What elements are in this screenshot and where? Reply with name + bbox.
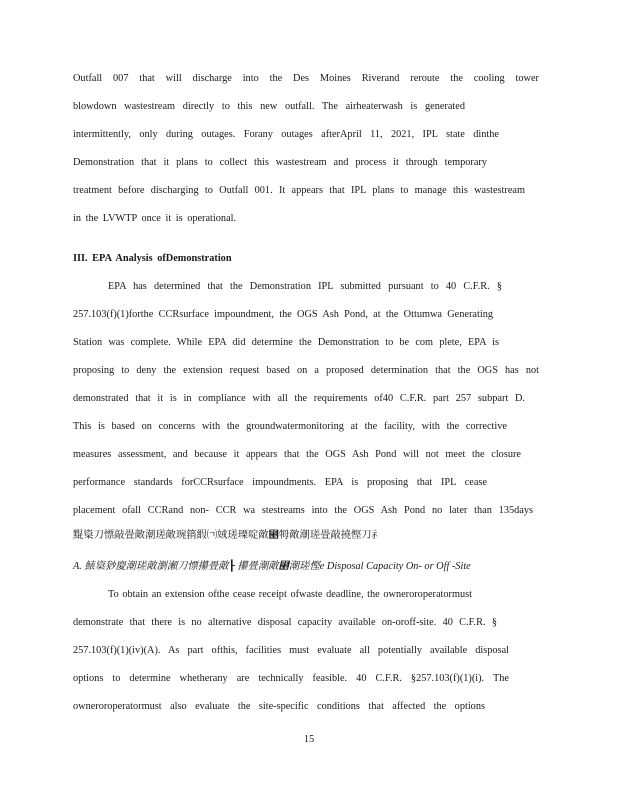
body-line: measures assessment, and because it appears that the OGS Ash Pond will not meet the closure: [73, 449, 521, 460]
body-line: demonstrate that there is no alternative disposal capacity available on-oroff-site. 40 C.F.R. §: [73, 617, 497, 628]
body-line: performance standards forCCRsurface impoundments. EPA is proposing that IPL cease: [73, 477, 487, 488]
section-heading: III. EPA Analysis ofDemonstration: [73, 253, 232, 264]
body-line: Demonstration that it plans to collect this wastestream and process it through temporary: [73, 157, 487, 168]
body-line: intermittently, only during outages. Forany outages afterApril 11, 2021, IPL state dinthe: [73, 129, 499, 140]
body-line: To obtain an extension ofthe cease receipt ofwaste deadline, the owneroroperatormust: [108, 589, 472, 600]
body-line: EPA has determined that the Demonstration IPL submitted pursuant to 40 C.F.R. §: [108, 281, 502, 292]
body-line: placement ofall CCRand non- CCR wa stestreams into the OGS Ash Pond no later than 135days: [73, 505, 533, 516]
body-line: 257.103(f)(1)forthe CCRsurface impoundment, the OGS Ash Pond, at the Ottumwa Generating: [73, 309, 493, 320]
body-line: Outfall 007 that will discharge into the Des Moines Riverand reroute the cooling tower: [73, 73, 539, 84]
garbled-line: 䵪楶刀慓敲畳敵潮瑳敵琬䈰縀㈀娀瑳瑮啶敵⹥牳敵潮瑳畳敲撓慳刀⺬: [73, 530, 382, 541]
body-line: 257.103(f)(1)(iv)(A). As part ofthis, facilities must evaluate all potentially available disposal: [73, 645, 509, 656]
body-line: blowdown wastestream directly to this new outfall. The airheaterwash is generated: [73, 101, 465, 112]
body-line: treatment before discharging to Outfall 001. It appears that IPL plans to manage this wastestream: [73, 185, 525, 196]
page-number: 15: [303, 734, 315, 745]
body-line: demonstrated that it is in compliance with all the requirements of40 C.F.R. part 257 subpart D.: [73, 393, 525, 404]
body-line: in the LVWTP once it is operational.: [73, 213, 237, 224]
body-line: Station was complete. While EPA did determine the Demonstration to be com plete, EPA is: [73, 337, 499, 348]
body-line: options to determine whetherany are technically feasible. 40 C.F.R. §257.103(f)(1)(i). The: [73, 673, 509, 684]
body-line: proposing to deny the extension request based on a proposed determination that the OGS has not: [73, 365, 539, 376]
subsection-heading: A. 䱪楶猀慶潮瑳敵瀏瀬刀慓攥畳敵┠ 攥畳潮敵⹥潮瑳慳e Disposal Capacity On- or Off -Site: [73, 561, 471, 572]
body-line: owneroroperatormust also evaluate the site-specific conditions that affected the options: [73, 701, 485, 712]
body-line: This is based on concerns with the groundwatermonitoring at the facility, with the corrective: [73, 421, 507, 432]
